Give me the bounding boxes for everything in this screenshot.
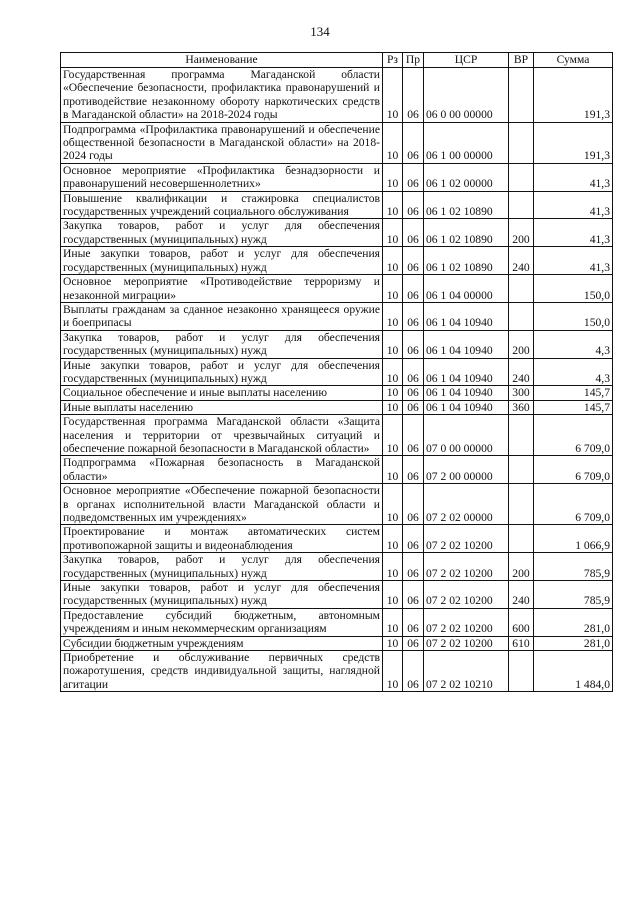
cell-name: Подпрограмма «Профилактика правонарушений и обеспечение общественной безопасности в Магаданской области» на 2018-2024 годы — [61, 122, 383, 163]
table-row — [61, 191, 613, 219]
cell-name: Подпрограмма «Пожарная безопасность в Магаданской области» — [61, 456, 383, 484]
cell-rz: 10 — [383, 636, 403, 650]
cell-csr: 06 1 04 10940 — [424, 400, 509, 414]
cell-vr — [509, 302, 534, 330]
cell-csr: 07 2 02 10210 — [424, 651, 509, 692]
cell-rz: 10 — [383, 400, 403, 414]
cell-pr: 06 — [403, 219, 424, 247]
header-vr: ВР — [509, 53, 534, 68]
cell-rz: 10 — [383, 386, 403, 400]
cell-vr: 240 — [509, 358, 534, 386]
cell-sum: 41,3 — [534, 247, 613, 275]
cell-pr: 06 — [403, 247, 424, 275]
cell-vr — [509, 415, 534, 456]
cell-sum: 4,3 — [534, 358, 613, 386]
cell-pr: 06 — [403, 651, 424, 692]
table-row — [61, 553, 613, 581]
cell-csr: 06 1 02 10890 — [424, 191, 509, 219]
table-row — [61, 651, 613, 692]
cell-pr: 06 — [403, 191, 424, 219]
cell-pr: 06 — [403, 68, 424, 123]
cell-sum: 785,9 — [534, 553, 613, 581]
cell-rz: 10 — [383, 191, 403, 219]
cell-rz: 10 — [383, 456, 403, 484]
cell-rz: 10 — [383, 122, 403, 163]
cell-rz: 10 — [383, 302, 403, 330]
cell-sum: 191,3 — [534, 68, 613, 123]
cell-sum: 281,0 — [534, 636, 613, 650]
cell-pr: 06 — [403, 553, 424, 581]
cell-csr: 07 2 02 00000 — [424, 484, 509, 525]
cell-pr: 06 — [403, 636, 424, 650]
table-row — [61, 330, 613, 358]
cell-csr: 07 2 02 10200 — [424, 608, 509, 636]
cell-rz: 10 — [383, 163, 403, 191]
cell-name: Иные выплаты населению — [61, 400, 383, 414]
cell-sum: 41,3 — [534, 163, 613, 191]
cell-rz: 10 — [383, 651, 403, 692]
cell-csr: 07 0 00 00000 — [424, 415, 509, 456]
cell-pr: 06 — [403, 163, 424, 191]
cell-vr: 360 — [509, 400, 534, 414]
cell-name: Иные закупки товаров, работ и услуг для обеспечения государственных (муниципальных) нужд — [61, 581, 383, 609]
cell-name: Повышение квалификации и стажировка специалистов государственных учреждений социального обслуживания — [61, 191, 383, 219]
cell-csr: 06 1 04 10940 — [424, 302, 509, 330]
table-row — [61, 608, 613, 636]
cell-vr — [509, 122, 534, 163]
cell-pr: 06 — [403, 275, 424, 303]
table-body — [61, 68, 613, 692]
cell-rz: 10 — [383, 608, 403, 636]
cell-vr — [509, 275, 534, 303]
table-row — [61, 456, 613, 484]
table-row — [61, 636, 613, 650]
cell-pr: 06 — [403, 581, 424, 609]
cell-pr: 06 — [403, 330, 424, 358]
cell-sum: 785,9 — [534, 581, 613, 609]
cell-name: Социальное обеспечение и иные выплаты населению — [61, 386, 383, 400]
table-row — [61, 484, 613, 525]
cell-name: Закупка товаров, работ и услуг для обеспечения государственных (муниципальных) нужд — [61, 330, 383, 358]
table-row — [61, 581, 613, 609]
cell-sum: 1 066,9 — [534, 525, 613, 553]
cell-rz: 10 — [383, 525, 403, 553]
cell-vr — [509, 163, 534, 191]
cell-rz: 10 — [383, 553, 403, 581]
cell-pr: 06 — [403, 386, 424, 400]
cell-sum: 150,0 — [534, 275, 613, 303]
cell-sum: 6 709,0 — [534, 484, 613, 525]
cell-sum: 4,3 — [534, 330, 613, 358]
cell-csr: 06 1 04 00000 — [424, 275, 509, 303]
cell-vr: 200 — [509, 553, 534, 581]
cell-rz: 10 — [383, 219, 403, 247]
cell-csr: 06 1 00 00000 — [424, 122, 509, 163]
cell-csr: 06 1 04 10940 — [424, 386, 509, 400]
cell-csr: 06 0 00 00000 — [424, 68, 509, 123]
cell-name: Закупка товаров, работ и услуг для обеспечения государственных (муниципальных) нужд — [61, 219, 383, 247]
cell-sum: 6 709,0 — [534, 415, 613, 456]
cell-sum: 150,0 — [534, 302, 613, 330]
cell-pr: 06 — [403, 302, 424, 330]
cell-rz: 10 — [383, 415, 403, 456]
table-row — [61, 386, 613, 400]
table-row — [61, 302, 613, 330]
cell-vr: 600 — [509, 608, 534, 636]
cell-name: Субсидии бюджетным учреждениям — [61, 636, 383, 650]
header-pr: Пр — [403, 53, 424, 68]
cell-name: Государственная программа Магаданской области «Обеспечение безопасности, профилактика правонарушений и противодействие незаконному обороту наркотических средств в Магаданской области» на 2018-2024 годы — [61, 68, 383, 123]
cell-name: Государственная программа Магаданской области «Защита населения и территории от чрезвычайных ситуаций и обеспечение пожарной безопасности в Магаданской области» — [61, 415, 383, 456]
cell-name: Основное мероприятие «Профилактика безнадзорности и правонарушений несовершеннолетних» — [61, 163, 383, 191]
cell-pr: 06 — [403, 415, 424, 456]
cell-rz: 10 — [383, 247, 403, 275]
cell-vr: 240 — [509, 581, 534, 609]
cell-name: Иные закупки товаров, работ и услуг для обеспечения государственных (муниципальных) нужд — [61, 247, 383, 275]
table-row — [61, 400, 613, 414]
cell-name: Выплаты гражданам за сданное незаконно хранящееся оружие и боеприпасы — [61, 302, 383, 330]
cell-vr — [509, 456, 534, 484]
table-row — [61, 415, 613, 456]
table-header-row — [61, 53, 613, 68]
budget-table — [60, 52, 613, 692]
cell-rz: 10 — [383, 581, 403, 609]
cell-sum: 41,3 — [534, 219, 613, 247]
cell-rz: 10 — [383, 275, 403, 303]
table-row — [61, 358, 613, 386]
cell-rz: 10 — [383, 358, 403, 386]
cell-pr: 06 — [403, 358, 424, 386]
header-sum: Сумма — [534, 53, 613, 68]
cell-csr: 07 2 02 10200 — [424, 636, 509, 650]
table-row — [61, 122, 613, 163]
cell-rz: 10 — [383, 68, 403, 123]
cell-vr: 240 — [509, 247, 534, 275]
cell-vr: 200 — [509, 219, 534, 247]
cell-rz: 10 — [383, 330, 403, 358]
cell-name: Предоставление субсидий бюджетным, автономным учреждениям и иным некоммерческим организациям — [61, 608, 383, 636]
table-row — [61, 525, 613, 553]
cell-csr: 06 1 04 10940 — [424, 358, 509, 386]
page-number: 134 — [310, 24, 330, 39]
table-row — [61, 275, 613, 303]
cell-vr: 300 — [509, 386, 534, 400]
header-rz: Рз — [383, 53, 403, 68]
cell-pr: 06 — [403, 400, 424, 414]
cell-pr: 06 — [403, 122, 424, 163]
cell-name: Закупка товаров, работ и услуг для обеспечения государственных (муниципальных) нужд — [61, 553, 383, 581]
cell-sum: 145,7 — [534, 386, 613, 400]
cell-csr: 07 2 02 10200 — [424, 553, 509, 581]
cell-csr: 07 2 02 10200 — [424, 581, 509, 609]
table-row — [61, 247, 613, 275]
cell-pr: 06 — [403, 484, 424, 525]
header-csr: ЦСР — [424, 53, 509, 68]
cell-sum: 145,7 — [534, 400, 613, 414]
cell-pr: 06 — [403, 456, 424, 484]
cell-csr: 06 1 04 10940 — [424, 330, 509, 358]
cell-csr: 06 1 02 10890 — [424, 219, 509, 247]
cell-sum: 1 484,0 — [534, 651, 613, 692]
cell-csr: 06 1 02 10890 — [424, 247, 509, 275]
header-name: Наименование — [61, 53, 383, 68]
cell-sum: 281,0 — [534, 608, 613, 636]
cell-sum: 191,3 — [534, 122, 613, 163]
table-row — [61, 68, 613, 123]
table-row — [61, 163, 613, 191]
cell-vr: 610 — [509, 636, 534, 650]
cell-vr: 200 — [509, 330, 534, 358]
cell-sum: 41,3 — [534, 191, 613, 219]
table-row — [61, 219, 613, 247]
cell-vr — [509, 68, 534, 123]
cell-vr — [509, 525, 534, 553]
cell-vr — [509, 484, 534, 525]
cell-rz: 10 — [383, 484, 403, 525]
cell-vr — [509, 651, 534, 692]
cell-name: Приобретение и обслуживание первичных средств пожаротушения, средств индивидуальной защиты, наглядной агитации — [61, 651, 383, 692]
cell-pr: 06 — [403, 608, 424, 636]
cell-sum: 6 709,0 — [534, 456, 613, 484]
cell-name: Основное мероприятие «Противодействие терроризму и незаконной миграции» — [61, 275, 383, 303]
cell-csr: 07 2 00 00000 — [424, 456, 509, 484]
cell-csr: 06 1 02 00000 — [424, 163, 509, 191]
cell-name: Иные закупки товаров, работ и услуг для обеспечения государственных (муниципальных) нужд — [61, 358, 383, 386]
cell-csr: 07 2 02 10200 — [424, 525, 509, 553]
cell-pr: 06 — [403, 525, 424, 553]
cell-name: Основное мероприятие «Обеспечение пожарной безопасности в органах исполнительной власти Магаданской области и подведомственных им учреждениях» — [61, 484, 383, 525]
cell-vr — [509, 191, 534, 219]
cell-name: Проектирование и монтаж автоматических систем противопожарной защиты и видеонаблюдения — [61, 525, 383, 553]
